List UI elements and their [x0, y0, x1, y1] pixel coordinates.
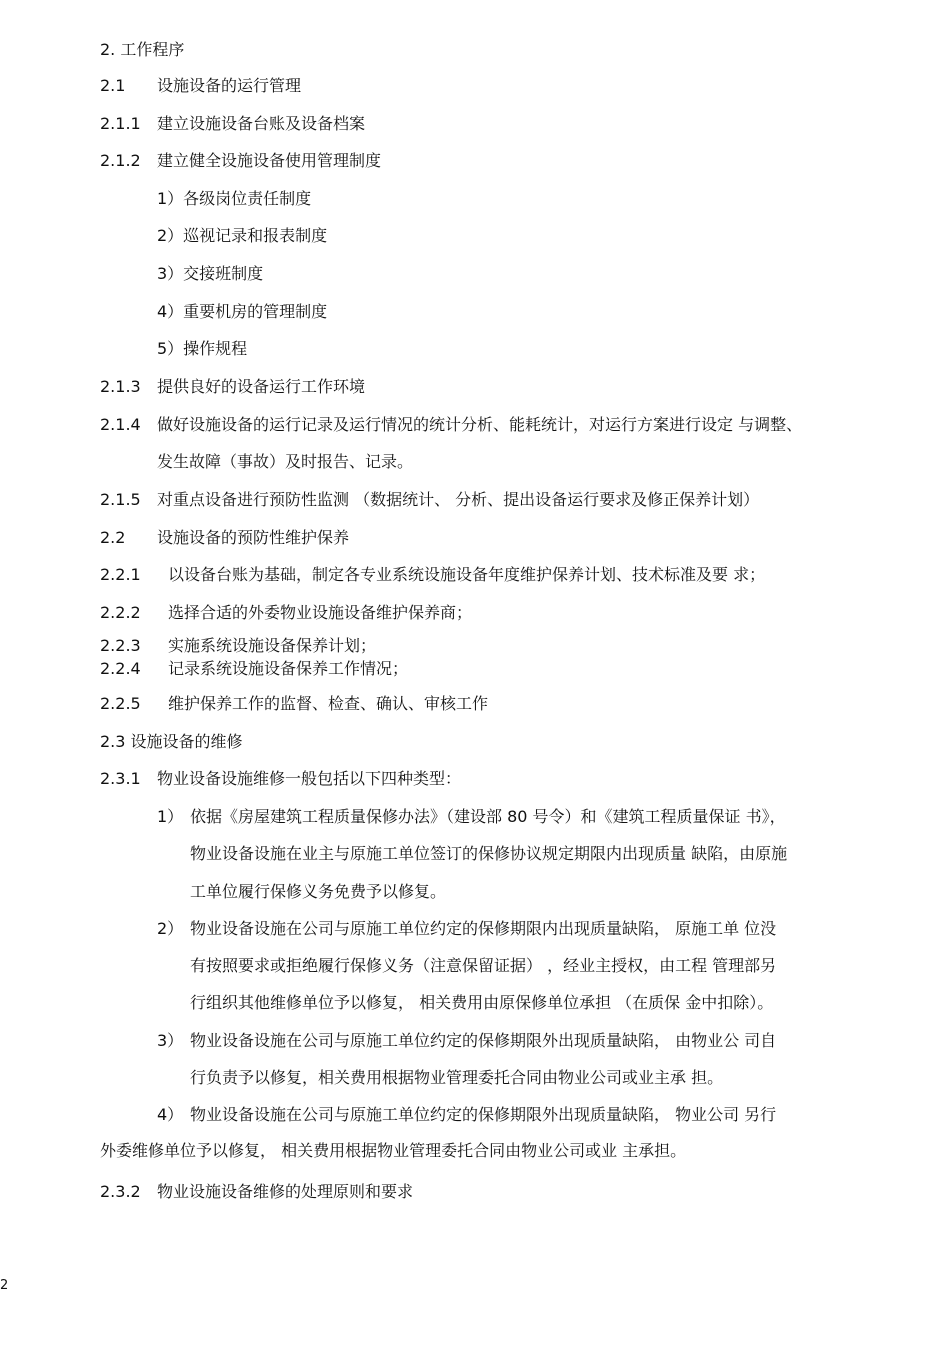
heading-text: 维护保养工作的监督、检查、确认、审核工作: [168, 694, 489, 713]
list-marker: 2）: [157, 919, 184, 938]
paragraph-line: 外委维修单位予以修复， 相关费用根据物业管理委托合同由物业公司或业 主承担。: [100, 1141, 687, 1160]
list-item: 4）重要机房的管理制度: [157, 302, 328, 321]
heading-text: 提供良好的设备运行工作环境: [157, 377, 366, 396]
heading-number: 2.1: [100, 76, 126, 95]
heading-text: 设施设备的预防性维护保养: [157, 528, 350, 547]
heading-number: 2.2.1: [100, 565, 141, 584]
list-marker: 1）: [157, 807, 184, 826]
heading-number: 2.1.3: [100, 377, 141, 396]
paragraph-line: 做好设施设备的运行记录及运行情况的统计分析、能耗统计，对运行方案进行设定 与调整、: [157, 415, 803, 434]
paragraph-line: 行组织其他维修单位予以修复， 相关费用由原保修单位承担 （在质保 金中扣除）。: [190, 993, 774, 1012]
paragraph-line: 物业设备设施在公司与原施工单位约定的保修期限外出现质量缺陷， 物业公司 另行: [190, 1105, 777, 1124]
heading-text: 设施设备的运行管理: [157, 76, 302, 95]
heading-number: 2.1.1: [100, 114, 141, 133]
heading-text: 对重点设备进行预防性监测 （数据统计、 分析、提出设备运行要求及修正保养计划）: [157, 490, 760, 509]
heading-number: 2.1.2: [100, 151, 141, 170]
list-marker: 3）: [157, 1031, 184, 1050]
heading-text: 实施系统设施设备保养计划；: [168, 636, 377, 655]
heading-text: 物业设施设备维修的处理原则和要求: [157, 1182, 414, 1201]
heading-number: 2.2.4: [100, 659, 141, 678]
list-item: 1）各级岗位责任制度: [157, 189, 312, 208]
heading-number: 2.2.3: [100, 636, 141, 655]
heading-text: 以设备台账为基础，制定各专业系统设施设备年度维护保养计划、技术标准及要 求；: [168, 565, 766, 584]
heading-number: 2.3.2: [100, 1182, 141, 1201]
heading-text: 物业设备设施维修一般包括以下四种类型：: [157, 769, 462, 788]
heading-text: 记录系统设施设备保养工作情况；: [168, 659, 409, 678]
paragraph-line: 工单位履行保修义务免费予以修复。: [190, 882, 447, 901]
paragraph-line: 依据《房屋建筑工程质量保修办法》（建设部 80 号令）和《建筑工程质量保证 书》，: [190, 807, 786, 826]
list-marker: 4）: [157, 1105, 184, 1124]
list-item: 3）交接班制度: [157, 264, 264, 283]
page-number: 2: [0, 1278, 9, 1293]
paragraph-line: 发生故障（事故）及时报告、记录。: [157, 452, 414, 471]
heading-text: 建立设施设备台账及设备档案: [157, 114, 366, 133]
section-heading: 2. 工作程序: [100, 40, 185, 59]
paragraph-line: 物业设备设施在公司与原施工单位约定的保修期限外出现质量缺陷， 由物业公 司自: [190, 1031, 777, 1050]
list-item: 2）巡视记录和报表制度: [157, 226, 328, 245]
heading-number: 2.2: [100, 528, 126, 547]
heading-number: 2.1.5: [100, 490, 141, 509]
paragraph-line: 行负责予以修复，相关费用根据物业管理委托合同由物业公司或业主承 担。: [190, 1068, 724, 1087]
heading-number: 2.2.2: [100, 603, 141, 622]
paragraph-line: 有按照要求或拒绝履行保修义务（注意保留证据） ，经业主授权，由工程 管理部另: [190, 956, 777, 975]
heading-2-3: 2.3 设施设备的维修: [100, 732, 243, 751]
paragraph-line: 物业设备设施在业主与原施工单位签订的保修协议规定期限内出现质量 缺陷，由原施: [190, 844, 788, 863]
heading-text: 选择合适的外委物业设施设备维护保养商；: [168, 603, 473, 622]
paragraph-line: 物业设备设施在公司与原施工单位约定的保修期限内出现质量缺陷， 原施工单 位没: [190, 919, 777, 938]
list-item: 5）操作规程: [157, 339, 248, 358]
heading-number: 2.1.4: [100, 415, 141, 434]
heading-number: 2.3.1: [100, 769, 141, 788]
heading-text: 建立健全设施设备使用管理制度: [157, 151, 382, 170]
heading-number: 2.2.5: [100, 694, 141, 713]
